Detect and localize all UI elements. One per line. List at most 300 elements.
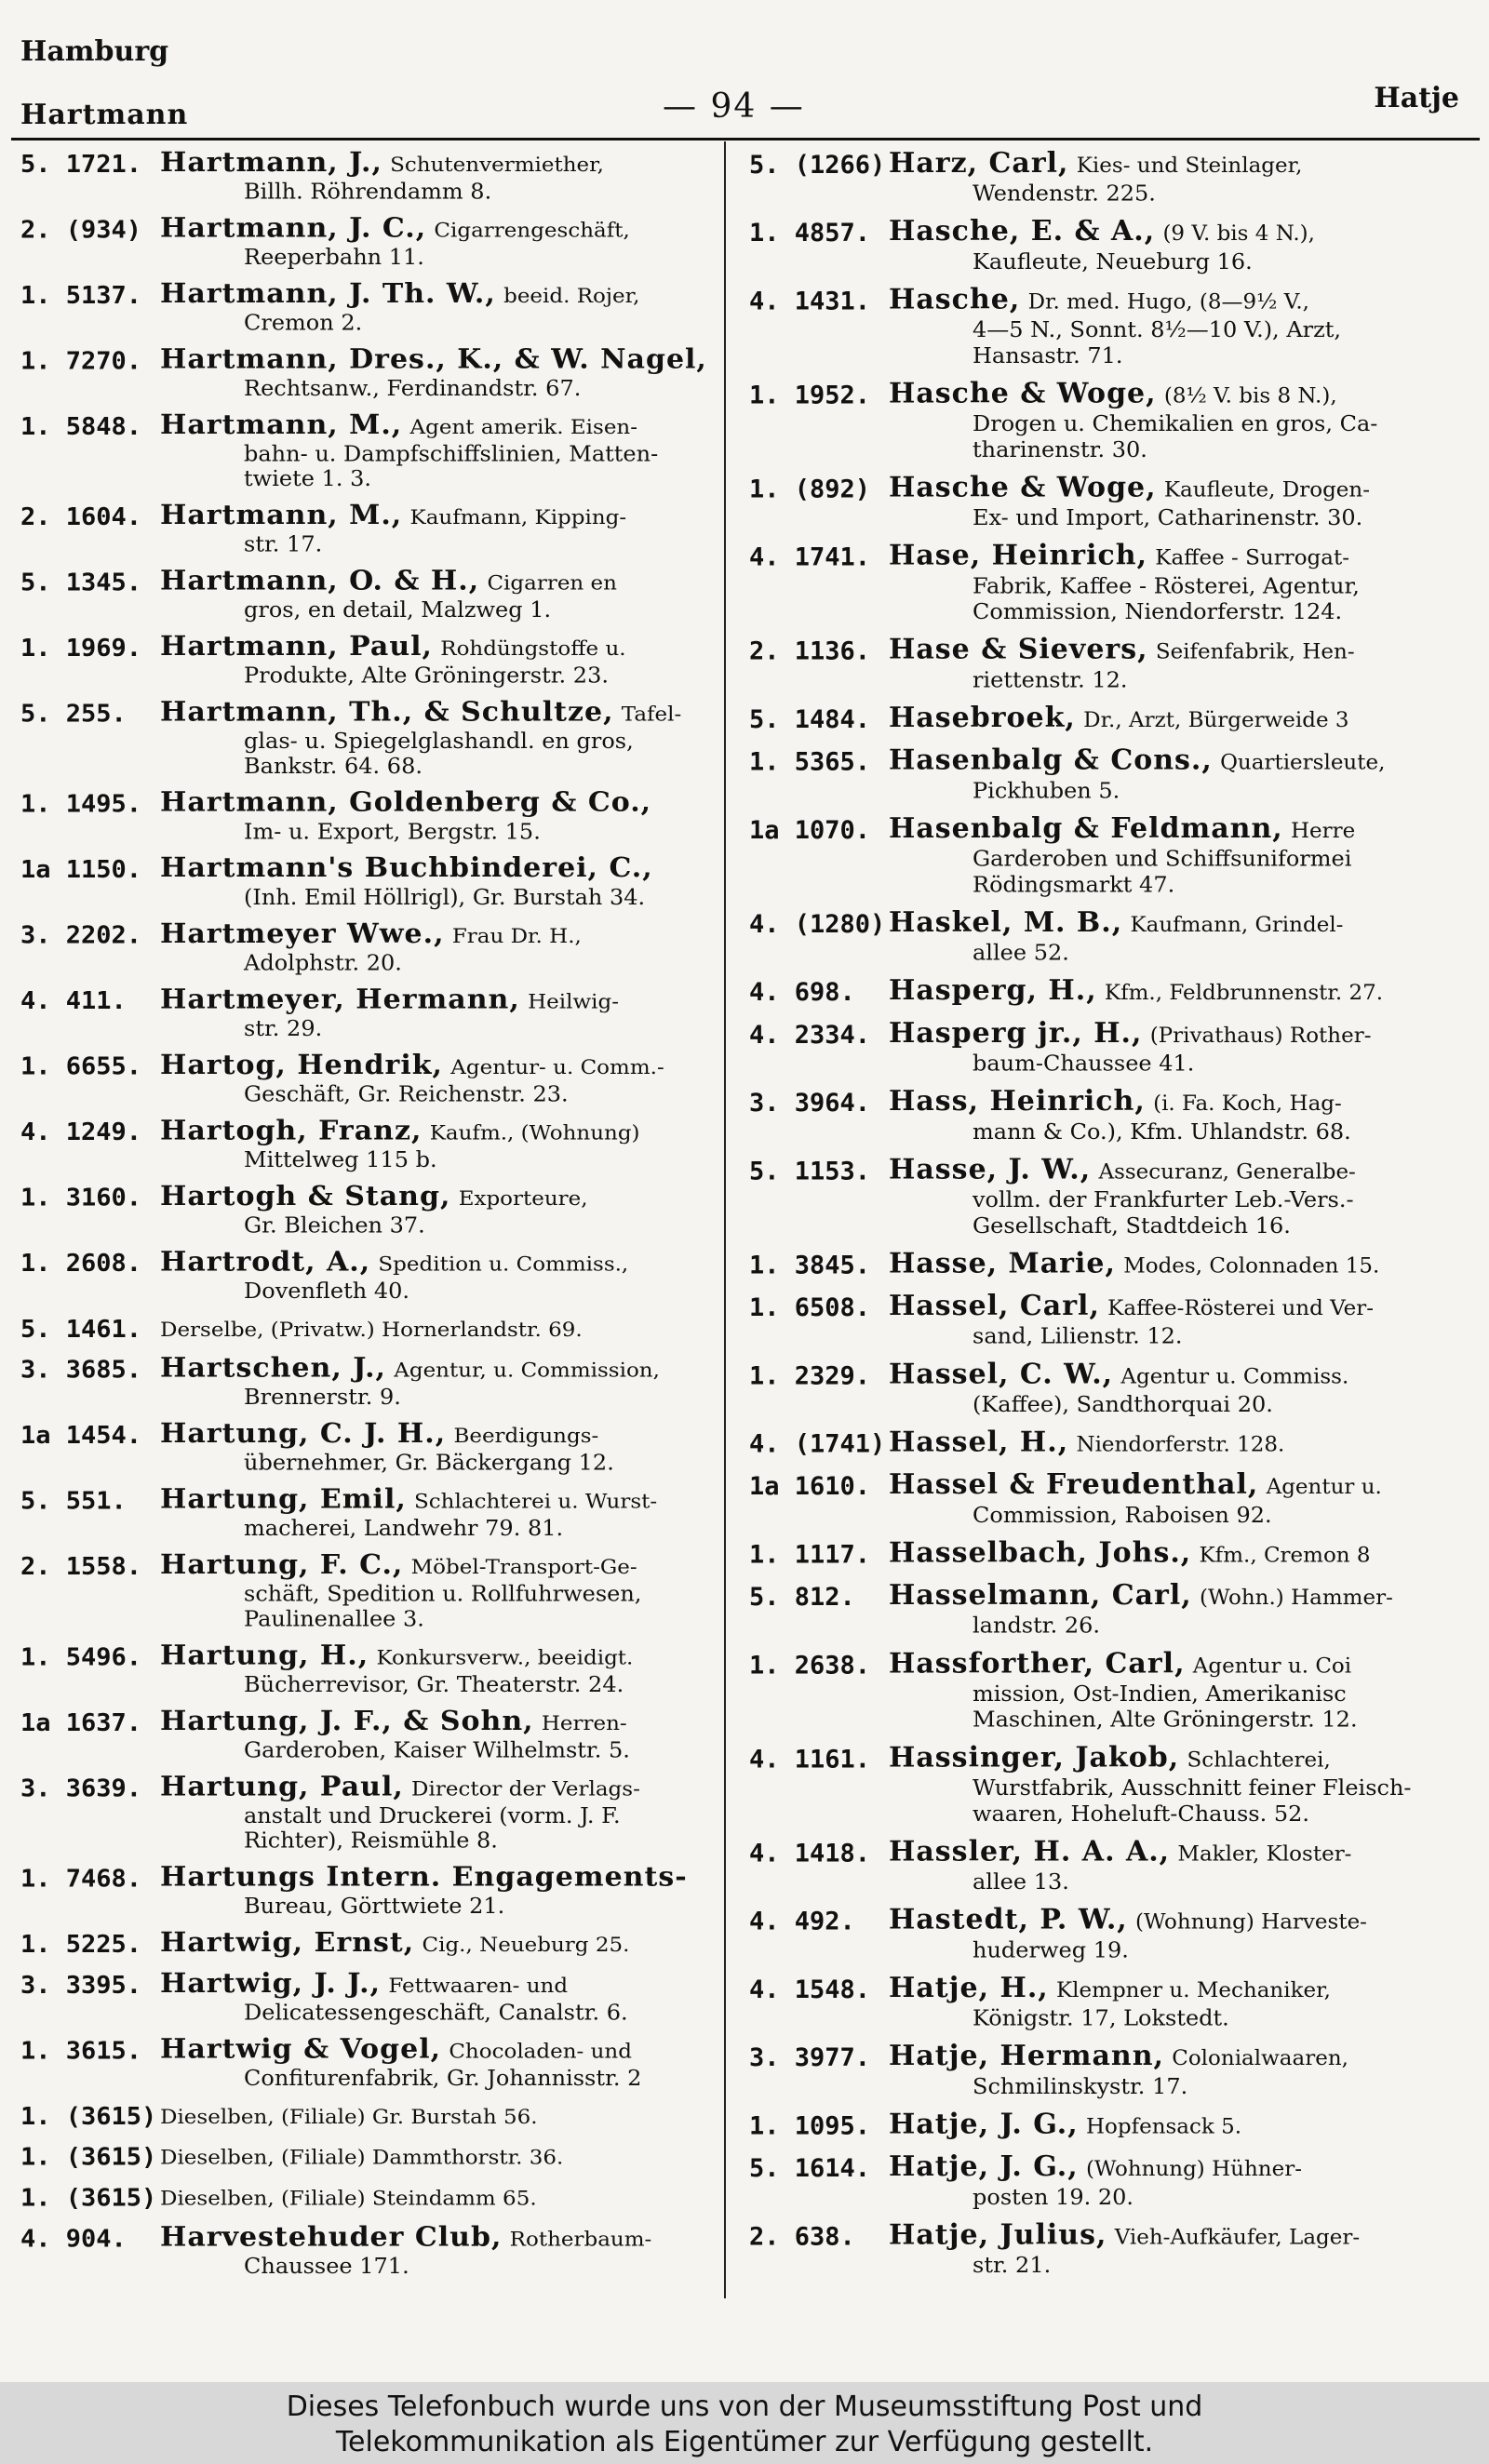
entry-first-line <box>160 2101 737 2131</box>
directory-entry <box>20 1248 737 1303</box>
subscriber-description: Dieselben, (Filiale) Steindamm 65. <box>160 2187 537 2211</box>
subscriber-name: Hasche, E. & A., <box>889 217 1156 248</box>
directory-entry <box>749 1539 1475 1571</box>
entry-first-line <box>889 2042 1475 2073</box>
phone-number: 1a 1454. <box>20 1422 142 1450</box>
phone-number: 5. 1721. <box>20 150 142 179</box>
subscriber-description: Agent amerik. Eisen- <box>409 415 638 439</box>
directory-entry <box>749 908 1475 965</box>
phone-number: 3. 3639. <box>20 1774 142 1802</box>
entry-first-line <box>889 1838 1475 1869</box>
entry-continuation: übernehmer, Gr. Bäckergang 12. <box>244 1450 614 1476</box>
directory-entry <box>749 814 1475 897</box>
entry-first-line <box>160 854 737 884</box>
directory-entry <box>20 568 737 623</box>
subscriber-description: Agentur u. <box>1266 1475 1382 1500</box>
directory-entry <box>20 920 737 975</box>
entry-continuation: posten 19. 20. <box>973 2184 1134 2210</box>
entry-first-line <box>889 1906 1475 1937</box>
phone-number: 1. (3615) <box>20 2102 157 2131</box>
phone-number: 4. 1161. <box>749 1745 871 1774</box>
phone-number: 5. 255. <box>20 700 127 729</box>
phone-number: 4. 411. <box>20 987 127 1015</box>
subscriber-description: (Wohnung) Hühner- <box>1085 2157 1302 2182</box>
subscriber-description: Kies- und Steinlager, <box>1076 153 1303 178</box>
entry-continuation: Ex- und Import, Catharinenstr. 30. <box>973 504 1363 531</box>
entry-first-line <box>889 1744 1475 1775</box>
subscriber-description: Dr. med. Hugo, (8—9½ V., <box>1027 289 1309 315</box>
phone-number: 1. 3160. <box>20 1184 142 1212</box>
subscriber-description: (Wohn.) Hammer- <box>1199 1586 1393 1610</box>
entry-first-line <box>889 1360 1475 1392</box>
subscriber-name: Hatje, J. G., <box>889 2109 1079 2141</box>
phone-number: 4. (1741) <box>749 1429 886 1459</box>
subscriber-name: Hassel & Freudenthal, <box>889 1470 1259 1502</box>
phone-number: 1. 6508. <box>749 1293 871 1322</box>
entry-continuation: Billh. Röhrendamm 8. <box>244 179 492 205</box>
phone-number: 3. 3964. <box>749 1089 871 1118</box>
entry-first-line <box>160 2036 737 2066</box>
subscriber-name: Hassler, H. A. A., <box>889 1837 1171 1868</box>
entry-continuation: Garderoben und Schiffsuniformei <box>973 845 1352 872</box>
entry-first-line <box>160 699 737 729</box>
subscriber-name: Hasselmann, Carl, <box>889 1581 1192 1612</box>
subscriber-description: Beerdigungs- <box>453 1425 599 1448</box>
subscriber-name: Hartmann, Paul, <box>160 633 433 663</box>
entry-continuation: Maschinen, Alte Gröningerstr. 12. <box>973 1706 1358 1733</box>
subscriber-description: Seifenfabrik, Hen- <box>1155 639 1355 664</box>
phone-number: 1. (3615) <box>20 2143 157 2172</box>
entry-continuation: vollm. der Frankfurter Leb.-Vers.- <box>973 1186 1354 1213</box>
entry-continuation: str. 17. <box>244 531 323 557</box>
directory-entry <box>20 411 737 491</box>
directory-entry <box>749 149 1475 206</box>
entry-first-line <box>889 746 1475 778</box>
subscriber-name: Hartmann, Th., & Schultze, <box>160 698 614 729</box>
phone-number: 1a 1637. <box>20 1708 142 1737</box>
right-column <box>749 149 1475 2289</box>
entry-continuation: landstr. 26. <box>973 1612 1101 1639</box>
phone-number: 3. 3977. <box>749 2043 871 2073</box>
directory-entry <box>20 2183 737 2213</box>
page-number: — 94 — <box>663 87 805 126</box>
entry-first-line <box>889 1539 1475 1571</box>
entry-first-line <box>160 985 737 1015</box>
directory-entry <box>749 2042 1475 2098</box>
subscriber-name: Hassinger, Jakob, <box>889 1743 1180 1774</box>
phone-number: 1. 2638. <box>749 1651 871 1681</box>
phone-number: 4. 904. <box>20 2225 127 2253</box>
subscriber-name: Hasse, J. W., <box>889 1155 1092 1186</box>
entry-continuation: sand, Lilienstr. 12. <box>973 1322 1183 1349</box>
subscriber-description: Agentur- u. Comm.- <box>450 1055 664 1079</box>
entry-continuation: Commission, Raboisen 92. <box>973 1502 1272 1528</box>
phone-number: 5. 812. <box>749 1583 855 1612</box>
directory-entry <box>749 746 1475 803</box>
footer-notice <box>0 2382 1489 2464</box>
directory-entry <box>749 1156 1475 1239</box>
entry-continuation: str. 21. <box>973 2252 1052 2279</box>
phone-number: 3. 3685. <box>20 1356 142 1385</box>
phone-number: 5. 1614. <box>749 2154 871 2184</box>
subscriber-name: Hartung, H., <box>160 1641 369 1671</box>
directory-entry <box>20 280 737 335</box>
footer-line-2: Telekommunikation als Eigentümer zur Verfügung gestellt. <box>335 2426 1154 2458</box>
subscriber-name: Hartung, J. F., & Sohn, <box>160 1707 534 1737</box>
subscriber-description: Cigarrengeschäft, <box>434 219 630 243</box>
directory-entry <box>749 1250 1475 1281</box>
subscriber-name: Hartmann, Goldenberg & Co., <box>160 788 652 819</box>
entry-continuation: mann & Co.), Kfm. Uhlandstr. 68. <box>973 1118 1351 1145</box>
entry-first-line <box>889 1974 1475 2005</box>
entry-continuation: Fabrik, Kaffee - Rösterei, Agentur, <box>973 572 1360 599</box>
subscriber-name: Hasperg jr., H., <box>889 1019 1143 1050</box>
right-running-head: Hatje <box>1374 82 1459 114</box>
directory-entry <box>20 1707 737 1762</box>
phone-number: 4. 1548. <box>749 1975 871 2004</box>
entry-first-line <box>160 280 737 310</box>
entry-first-line <box>889 703 1475 735</box>
phone-number: 4. 1431. <box>749 287 871 316</box>
subscriber-name: Hatje, Hermann, <box>889 2042 1164 2073</box>
entry-first-line <box>160 215 737 245</box>
entry-first-line <box>160 920 737 950</box>
directory-entry <box>20 1970 737 2025</box>
subscriber-description: Dieselben, (Filiale) Dammthorstr. 36. <box>160 2146 564 2170</box>
directory-entry <box>20 1551 737 1631</box>
subscriber-description: Tafel- <box>621 703 682 727</box>
phone-number: 4. 698. <box>749 978 855 1008</box>
entry-first-line <box>160 2183 737 2213</box>
subscriber-description: Dieselben, (Filiale) Gr. Burstah 56. <box>160 2105 538 2129</box>
subscriber-name: Hasche & Woge, <box>889 379 1157 410</box>
directory-entry <box>20 1355 737 1410</box>
subscriber-name: Hasperg, H., <box>889 976 1097 1008</box>
subscriber-description: Schlachterei, <box>1187 1748 1331 1773</box>
phone-number: 1. (892) <box>749 475 871 504</box>
subscriber-description: (i. Fa. Koch, Hag- <box>1153 1091 1342 1117</box>
entry-continuation: gros, en detail, Malzweg 1. <box>244 597 552 623</box>
entry-continuation: Wendenstr. 225. <box>973 180 1156 207</box>
entry-first-line <box>160 1117 737 1146</box>
phone-number: 5. 1345. <box>20 569 142 597</box>
entry-continuation: Mittelweg 115 b. <box>244 1146 437 1172</box>
entry-first-line <box>889 1470 1475 1502</box>
subscriber-name: Hasche, <box>889 285 1021 316</box>
entry-continuation: anstalt und Druckerei (vorm. J. F. <box>244 1802 621 1828</box>
entry-continuation: Garderoben, Kaiser Wilhelmstr. 5. <box>244 1737 630 1763</box>
entry-continuation: Geschäft, Gr. Reichenstr. 23. <box>244 1081 569 1107</box>
subscriber-description: Frau Dr. H., <box>451 924 582 948</box>
subscriber-description: Herren- <box>541 1711 627 1735</box>
entry-continuation: Cremon 2. <box>244 310 363 336</box>
entry-continuation: Confiturenfabrik, Gr. Johannisstr. 2 <box>244 2065 642 2091</box>
entry-continuation: Gesellschaft, Stadtdeich 16. <box>973 1212 1291 1239</box>
entry-continuation: Gr. Bleichen 37. <box>244 1212 425 1239</box>
subscriber-name: Hasche & Woge, <box>889 473 1157 504</box>
subscriber-description: Niendorferstr. 128. <box>1076 1432 1285 1457</box>
entry-first-line <box>160 1970 737 2000</box>
entry-continuation: Pickhuben 5. <box>973 777 1120 804</box>
subscriber-description: Fettwaaren- und <box>388 1974 569 1998</box>
entry-first-line <box>889 380 1475 411</box>
phone-number: 1. 7270. <box>20 347 142 375</box>
subscriber-name: Hartmann, M., <box>160 502 403 531</box>
entry-continuation: Adolphstr. 20. <box>244 950 402 976</box>
entry-first-line <box>889 1156 1475 1187</box>
phone-number: 1. 7468. <box>20 1865 142 1894</box>
directory-entry <box>20 149 737 204</box>
phone-number: 1a 1070. <box>749 816 871 845</box>
subscriber-description: Kaffee-Rösterei und Ver- <box>1107 1296 1375 1320</box>
subscriber-description: Quartiersleute, <box>1220 750 1386 775</box>
entry-first-line <box>889 217 1475 248</box>
subscriber-name: Hase, Heinrich, <box>889 541 1148 572</box>
subscriber-description: Derselbe, (Privatw.) Hornerlandstr. 69. <box>160 1318 583 1342</box>
directory-entry <box>20 215 737 270</box>
subscriber-name: Hartmeyer Wwe., <box>160 919 445 950</box>
entry-first-line <box>160 1314 737 1344</box>
left-running-head: Hartmann <box>20 99 189 131</box>
subscriber-description: Schlachterei u. Wurst- <box>414 1490 658 1514</box>
subscriber-description: Exporteure, <box>458 1186 588 1211</box>
subscriber-description: Heilwig- <box>528 990 619 1013</box>
subscriber-description: Hopfensack 5. <box>1085 2114 1242 2139</box>
subscriber-description: Klempner u. Mechaniker, <box>1055 1978 1331 2002</box>
directory-entry <box>20 1117 737 1172</box>
phone-number: 2. 638. <box>749 2222 855 2252</box>
entry-continuation: waaren, Hoheluft-Chauss. 52. <box>973 1800 1310 1827</box>
entry-first-line <box>889 474 1475 505</box>
phone-number: 2. 1604. <box>20 503 142 531</box>
entry-continuation: Reeperbahn 11. <box>244 244 424 270</box>
entry-first-line <box>889 814 1475 846</box>
directory-entry <box>749 1087 1475 1144</box>
directory-entry <box>749 380 1475 462</box>
directory-entry <box>749 2221 1475 2278</box>
phone-number: 4. (1280) <box>749 910 886 939</box>
entry-first-line <box>889 1087 1475 1118</box>
entry-first-line <box>160 1929 737 1959</box>
entry-continuation: allee 52. <box>973 939 1069 966</box>
directory-entry <box>749 1019 1475 1076</box>
directory-entry <box>20 2101 737 2131</box>
phone-number: 1. 5496. <box>20 1643 142 1671</box>
subscriber-description: Herre <box>1290 819 1356 843</box>
subscriber-name: Hartmann, M., <box>160 411 403 441</box>
subscriber-name: Hartmann's Buchbinderei, C., <box>160 854 653 884</box>
entry-continuation: schäft, Spedition u. Rollfuhrwesen, <box>244 1581 642 1607</box>
phone-number: 1. 1969. <box>20 635 142 663</box>
phone-number: 1. 2329. <box>749 1361 871 1391</box>
phone-number: 2. (934) <box>20 216 142 244</box>
phone-number: 4. 1249. <box>20 1118 142 1146</box>
entry-continuation: Hansastr. 71. <box>973 342 1123 368</box>
directory-entry <box>749 286 1475 368</box>
directory-entry <box>20 985 737 1040</box>
directory-entry <box>749 2110 1475 2142</box>
entry-first-line <box>889 1292 1475 1323</box>
directory-entry <box>749 1581 1475 1638</box>
entry-continuation: huderweg 19. <box>973 1936 1129 1963</box>
entry-first-line <box>160 1183 737 1212</box>
directory-entry <box>20 1642 737 1697</box>
entry-continuation: Drogen u. Chemikalien en gros, Ca- <box>973 410 1378 437</box>
entry-continuation: Commission, Niendorferstr. 124. <box>973 598 1343 625</box>
phone-number: 1. 5365. <box>749 747 871 777</box>
phone-number: 1. 1117. <box>749 1540 871 1570</box>
header-rule <box>11 138 1480 141</box>
phone-number: 1. 5848. <box>20 412 142 441</box>
subscriber-name: Hartog, Hendrik, <box>160 1051 443 1081</box>
entry-continuation: Paulinenallee 3. <box>244 1606 424 1632</box>
phone-number: 1. 1495. <box>20 790 142 819</box>
subscriber-description: Spedition u. Commiss., <box>378 1252 629 1277</box>
phone-number: 4. 2334. <box>749 1021 871 1050</box>
subscriber-description: Rohdüngstoffe u. <box>440 636 626 661</box>
left-column <box>20 149 737 2289</box>
subscriber-name: Hartmann, O. & H., <box>160 567 480 597</box>
subscriber-name: Hartung, Paul, <box>160 1773 404 1802</box>
directory-entry <box>749 636 1475 692</box>
entry-first-line <box>160 1051 737 1081</box>
directory-entry <box>20 1486 737 1541</box>
city-heading: Hamburg <box>20 35 169 68</box>
directory-entry <box>20 346 737 401</box>
directory-entry <box>20 1929 737 1959</box>
phone-number: 1. 5225. <box>20 1931 142 1959</box>
subscriber-description: (Wohnung) Harveste- <box>1135 1909 1367 1935</box>
directory-entry <box>20 2224 737 2279</box>
entry-first-line <box>889 1650 1475 1681</box>
phone-number: 1. 1952. <box>749 381 871 410</box>
entry-first-line <box>160 1864 737 1894</box>
directory-entry <box>20 1051 737 1106</box>
directory-entry <box>20 854 737 909</box>
entry-first-line <box>160 1355 737 1385</box>
entry-continuation: Rödingsmarkt 47. <box>973 871 1175 898</box>
entry-continuation: Richter), Reismühle 8. <box>244 1828 498 1854</box>
entry-continuation: str. 29. <box>244 1015 323 1041</box>
entry-continuation: Rechtsanw., Ferdinandstr. 67. <box>244 375 582 401</box>
directory-entry <box>20 1864 737 1919</box>
subscriber-description: (8½ V. bis 8 N.), <box>1163 383 1337 408</box>
entry-first-line <box>160 2142 737 2172</box>
subscriber-name: Hassel, Carl, <box>889 1292 1100 1322</box>
entry-continuation: glas- u. Spiegelglashandl. en gros, <box>244 729 634 754</box>
entry-first-line <box>889 2152 1475 2184</box>
entry-continuation: Delicatessengeschäft, Canalstr. 6. <box>244 2000 628 2026</box>
phone-number: 1. 3615. <box>20 2037 142 2066</box>
entry-continuation: macherei, Landwehr 79. 81. <box>244 1516 564 1541</box>
subscriber-description: Agentur, u. Commission, <box>394 1359 660 1383</box>
phone-number: 1. 3845. <box>749 1251 871 1280</box>
entry-first-line <box>160 1642 737 1672</box>
entry-first-line <box>889 1428 1475 1460</box>
entry-first-line <box>160 149 737 179</box>
entry-continuation: Bankstr. 64. 68. <box>244 753 423 779</box>
entry-first-line <box>160 2224 737 2254</box>
phone-number: 4. 492. <box>749 1907 855 1936</box>
entry-first-line <box>889 286 1475 317</box>
entry-continuation: Wurstfabrik, Ausschnitt feiner Fleisch- <box>973 1774 1412 1801</box>
phone-number: 3. 3395. <box>20 1971 142 2000</box>
subscriber-description: Modes, Colonnaden 15. <box>1123 1253 1380 1279</box>
subscriber-name: Hartmann, J. Th. W., <box>160 280 496 310</box>
subscriber-description: Konkursverw., beeidigt. <box>376 1646 634 1670</box>
subscriber-name: Hassel, H., <box>889 1427 1069 1459</box>
subscriber-name: Hasenbalg & Cons., <box>889 745 1213 777</box>
entry-first-line <box>160 502 737 531</box>
subscriber-name: Hartungs Intern. Engagements- <box>160 1863 688 1894</box>
subscriber-description: Assecuranz, Generalbe- <box>1098 1159 1356 1185</box>
directory-entry <box>749 976 1475 1008</box>
subscriber-name: Hartschen, J., <box>160 1354 386 1385</box>
entry-continuation: Schmilinskystr. 17. <box>973 2073 1188 2099</box>
directory-entry <box>749 703 1475 735</box>
subscriber-name: Hartmann, J., <box>160 149 382 179</box>
subscriber-name: Hartmeyer, Hermann, <box>160 985 520 1015</box>
phone-number: 1. 4857. <box>749 219 871 248</box>
entry-first-line <box>889 908 1475 940</box>
entry-continuation: Chaussee 171. <box>244 2253 409 2279</box>
subscriber-name: Hartwig & Vogel, <box>160 2035 442 2066</box>
directory-entry <box>20 1774 737 1854</box>
entry-first-line <box>160 346 737 376</box>
directory-entry <box>20 2142 737 2172</box>
phone-number: 1. 5137. <box>20 281 142 310</box>
subscriber-name: Hassforther, Carl, <box>889 1649 1186 1681</box>
subscriber-name: Hatje, Julius, <box>889 2220 1107 2252</box>
entry-first-line <box>160 568 737 597</box>
subscriber-description: Kaffee - Surrogat- <box>1155 545 1349 570</box>
entry-first-line <box>889 149 1475 181</box>
directory-entry <box>749 1906 1475 1962</box>
subscriber-description: Möbel-Transport-Ge- <box>410 1556 637 1579</box>
phone-number: 4. 1741. <box>749 542 871 572</box>
entry-continuation: mission, Ost-Indien, Amerikanisc <box>973 1681 1347 1707</box>
subscriber-name: Hartmann, J. C., <box>160 214 427 244</box>
entry-first-line <box>160 1486 737 1516</box>
subscriber-description: Kfm., Feldbrunnenstr. 27. <box>1104 981 1384 1006</box>
entry-first-line <box>160 1420 737 1450</box>
entry-first-line <box>889 1581 1475 1613</box>
directory-entry <box>749 1360 1475 1417</box>
entry-continuation: Dovenfleth 40. <box>244 1278 410 1304</box>
entry-first-line <box>160 633 737 663</box>
entry-first-line <box>889 2221 1475 2253</box>
directory-entry <box>20 1183 737 1238</box>
directory-entry <box>749 1470 1475 1527</box>
entry-first-line <box>160 1551 737 1581</box>
subscriber-name: Hasselbach, Johs., <box>889 1538 1192 1570</box>
entry-continuation: (Kaffee), Sandthorquai 20. <box>973 1391 1273 1417</box>
subscriber-name: Hase & Sievers, <box>889 635 1148 666</box>
entry-first-line <box>160 789 737 819</box>
subscriber-name: Hartwig, J. J., <box>160 1970 382 2000</box>
footer-line-1: Dieses Telefonbuch wurde uns von der Museumsstiftung Post und <box>286 2390 1203 2423</box>
subscriber-description: Chocoladen- und <box>449 2040 632 2064</box>
entry-first-line <box>889 1250 1475 1281</box>
phone-number: 1a 1610. <box>749 1472 871 1502</box>
subscriber-description: Kaufleute, Drogen- <box>1163 477 1370 502</box>
entry-first-line <box>160 411 737 441</box>
subscriber-description: Cig., Neueburg 25. <box>422 1933 630 1957</box>
subscriber-name: Hartogh, Franz, <box>160 1117 423 1146</box>
subscriber-name: Hasenbalg & Feldmann, <box>889 814 1283 845</box>
subscriber-name: Hastedt, P. W., <box>889 1905 1128 1936</box>
subscriber-description: Agentur u. Coi <box>1192 1654 1352 1679</box>
